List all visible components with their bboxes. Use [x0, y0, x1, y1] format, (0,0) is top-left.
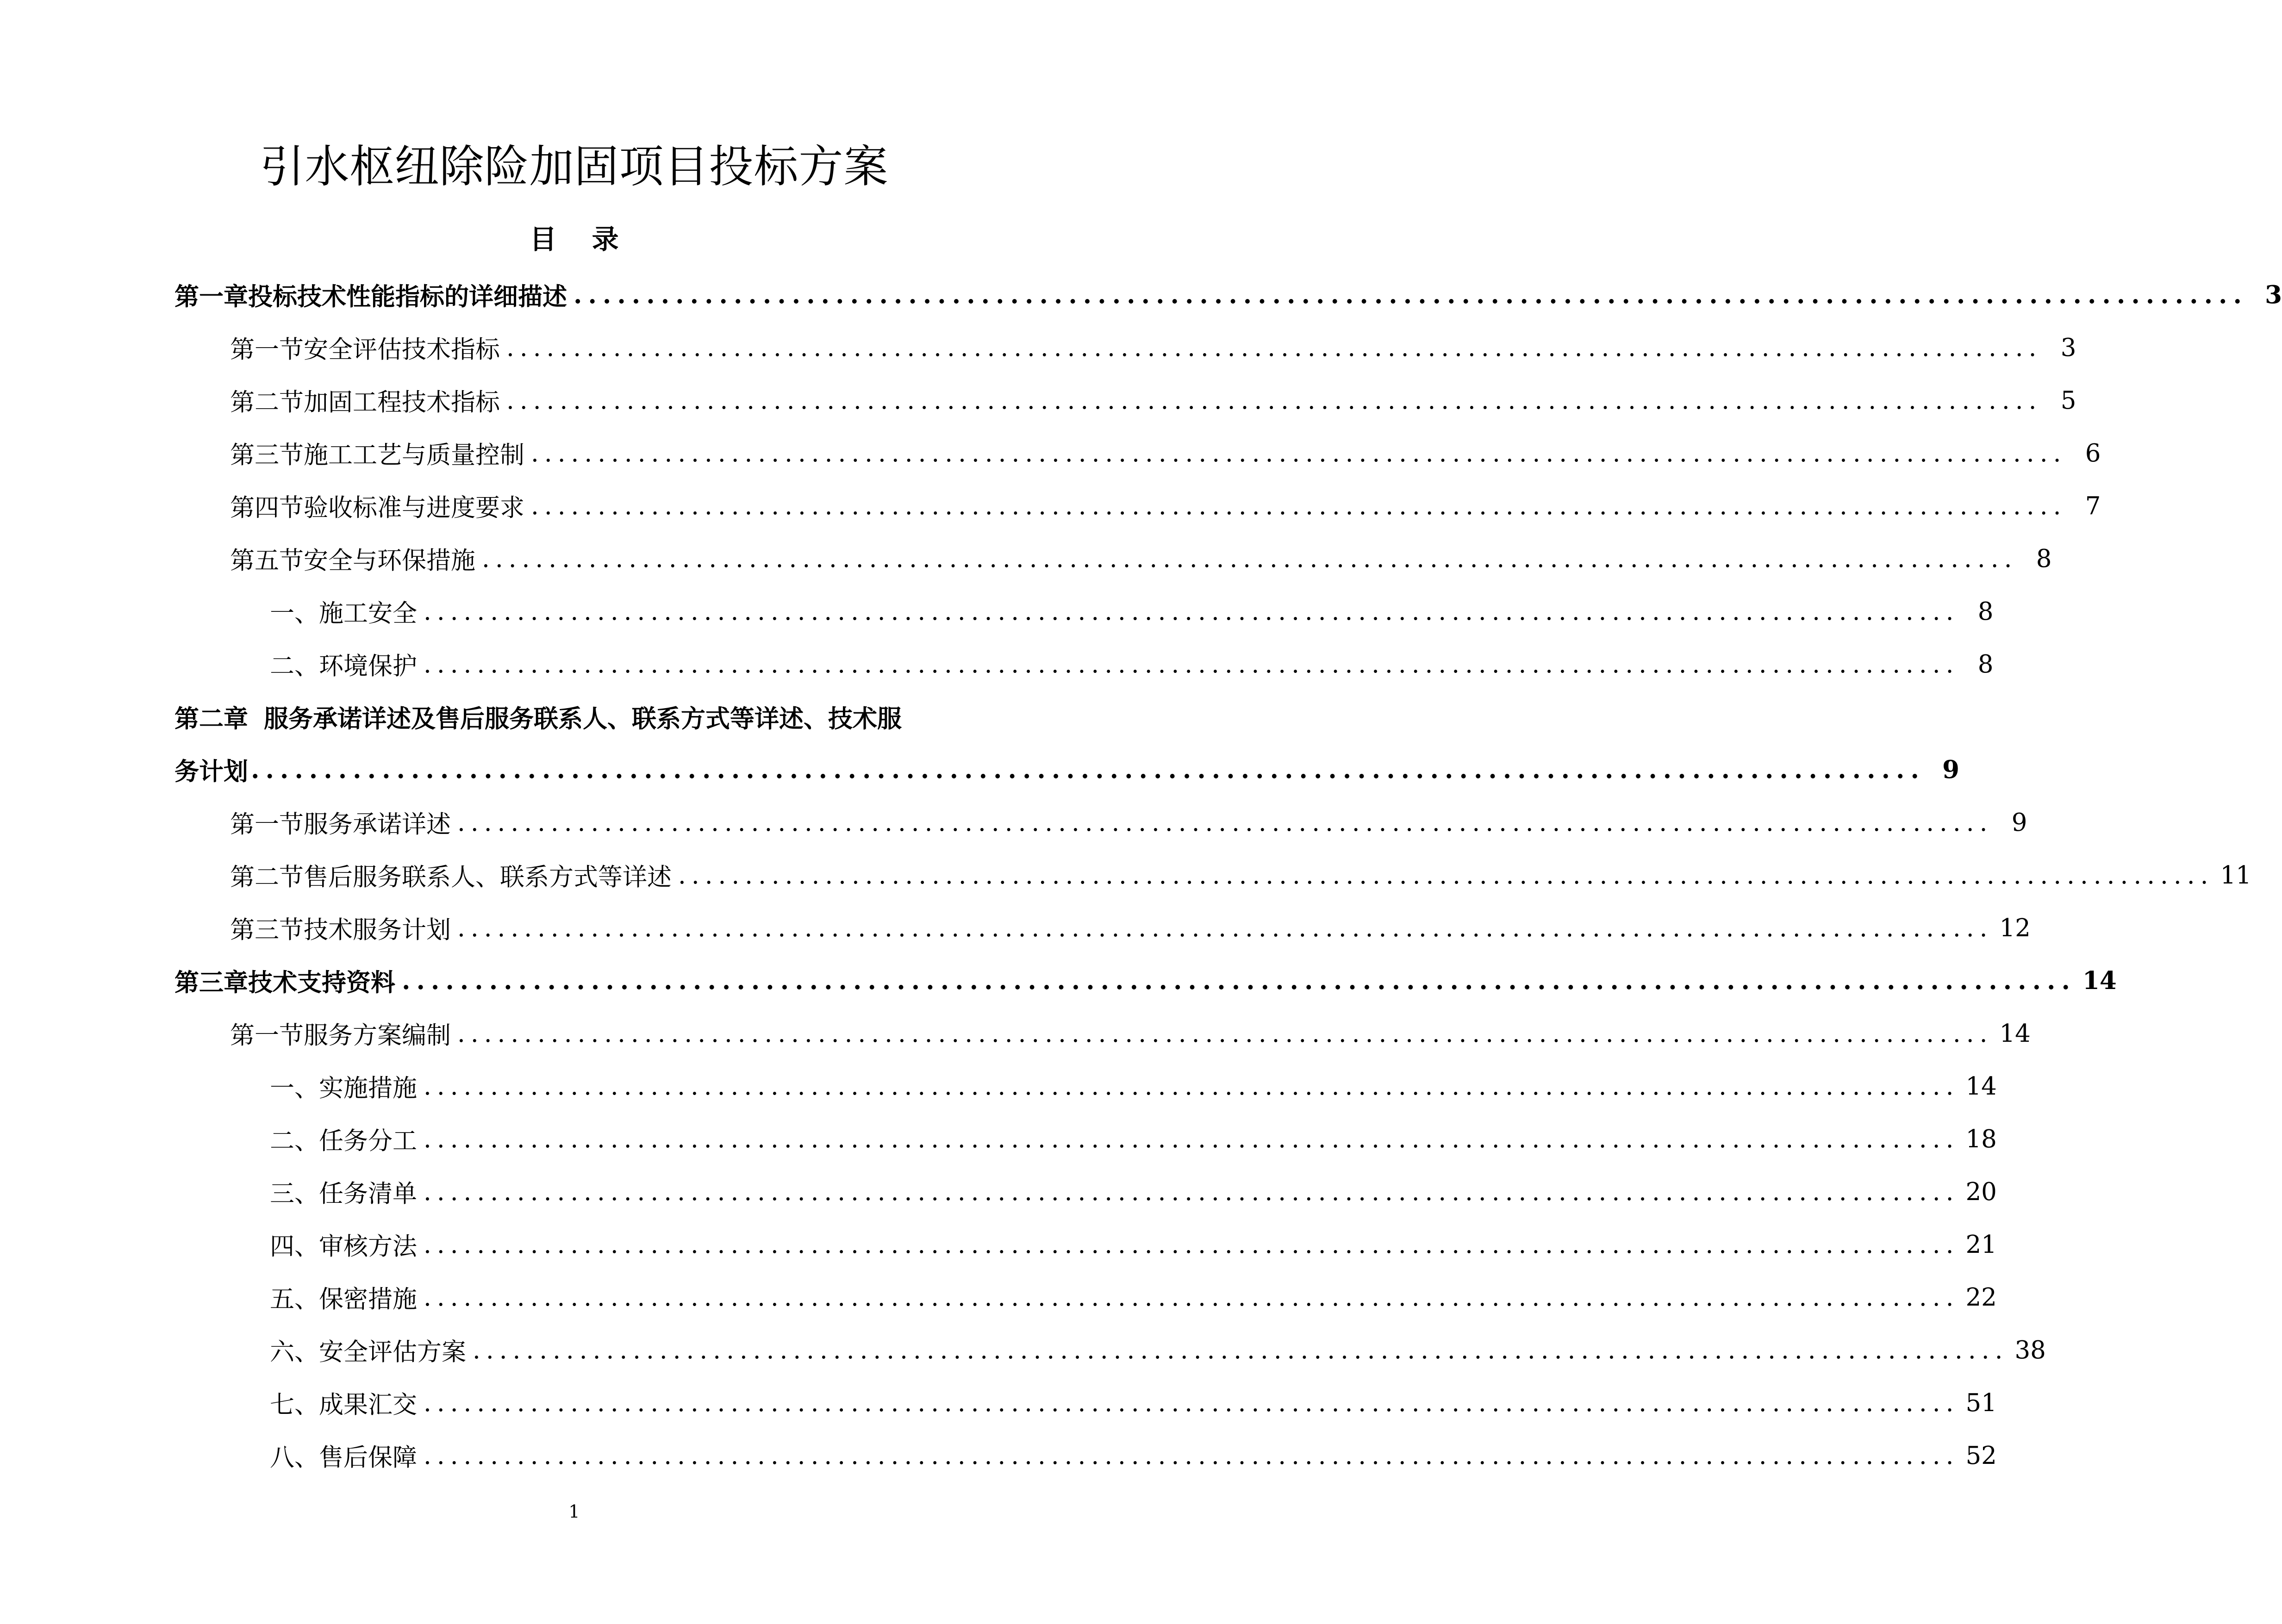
dot-leader: ...................................................................................................................	[678, 861, 2214, 890]
dot-leader: ...................................................................................................................	[402, 966, 2076, 995]
toc-entry-number: 第三节	[230, 441, 304, 469]
toc-entry-title-continued: 务计划	[175, 757, 248, 786]
toc-entry-section[interactable]	[0, 849, 2251, 902]
toc-entry-title: 技术服务计划	[304, 916, 451, 944]
toc-entry-item[interactable]	[0, 1271, 1997, 1324]
toc-entry-page: 3	[2060, 333, 2076, 362]
toc-entry-section[interactable]	[0, 321, 2076, 374]
toc-entry-title: 服务方案编制	[304, 1021, 451, 1050]
toc-entry-page: 12	[1999, 914, 2031, 942]
toc-entry-page: 5	[2060, 386, 2076, 415]
toc-entry-page: 14	[1999, 1019, 2031, 1048]
toc-entry-number: 二、	[270, 652, 319, 680]
toc-entry-title: 验收标准与进度要求	[304, 494, 524, 522]
dot-leader: ...................................................................................................................	[424, 1441, 1959, 1470]
dot-leader: ...................................................................................................................	[482, 544, 2018, 573]
dot-leader: ...................................................................................................................	[424, 1283, 1959, 1312]
toc-entry-page: 21	[1965, 1230, 1997, 1259]
toc-entry-page: 14	[2082, 966, 2117, 995]
toc-entry-item[interactable]	[0, 1165, 1997, 1218]
toc-entry-title: 保密措施	[319, 1285, 417, 1313]
toc-entry-page: 8	[1977, 597, 1994, 626]
toc-entry-title: 投标技术性能指标的详细描述	[248, 282, 567, 311]
toc-entry-title: 技术支持资料	[248, 968, 395, 997]
toc-entry-number: 五、	[270, 1285, 319, 1313]
dot-leader: ...................................................................................................................	[506, 386, 2042, 415]
toc-entry-title: 服务承诺详述及售后服务联系人、联系方式等详述、技术服	[264, 704, 902, 733]
toc-entry-title: 审核方法	[319, 1232, 417, 1261]
page-number: 1	[568, 1501, 580, 1522]
toc-entry-section[interactable]	[0, 1007, 2031, 1060]
toc-entry-number: 八、	[270, 1444, 319, 1472]
toc-entry-section[interactable]	[0, 902, 2031, 954]
dot-leader: ...................................................................................................................	[531, 439, 2067, 467]
toc-entry-number: 六、	[270, 1338, 319, 1366]
toc-entry-title: 服务承诺详述	[304, 810, 451, 839]
toc-entry-page: 8	[1977, 650, 1994, 678]
toc-entry-title: 加固工程技术指标	[304, 388, 500, 417]
toc-entry-section[interactable]	[0, 532, 2052, 585]
toc-entry-chapter-2[interactable]	[0, 691, 1959, 796]
toc-entry-title: 售后服务联系人、联系方式等详述	[304, 863, 672, 891]
toc-entry-number: 第一节	[230, 336, 304, 364]
toc-entry-section[interactable]	[0, 427, 2101, 479]
toc-entry-number: 一、	[270, 599, 319, 628]
toc-entry-item[interactable]	[0, 1218, 1997, 1271]
toc-entry-section[interactable]	[0, 374, 2076, 427]
toc-entry-item[interactable]	[0, 1060, 1997, 1113]
toc-entry-number: 二、	[270, 1127, 319, 1155]
toc-entry-page: 9	[1942, 755, 1959, 784]
dot-leader: ...................................................................................................................	[424, 1177, 1959, 1206]
toc-entry-page: 18	[1965, 1125, 1997, 1153]
dot-leader: ...................................................................................................................	[457, 808, 1993, 837]
toc-entry-item[interactable]	[0, 1429, 1997, 1482]
toc-entry-title: 成果汇交	[319, 1391, 417, 1419]
toc-entry-title: 任务清单	[319, 1180, 417, 1208]
toc-entry-section[interactable]	[0, 796, 2027, 849]
toc-entry-number: 第三节	[230, 916, 304, 944]
toc-entry-page: 14	[1965, 1072, 1997, 1101]
toc-entry-page: 6	[2085, 439, 2101, 467]
toc-entry-page: 9	[2011, 808, 2027, 837]
toc-entry-page: 7	[2085, 492, 2101, 520]
toc-entry-title: 施工安全	[319, 599, 417, 628]
dot-leader: ...................................................................................................................	[506, 333, 2042, 362]
dot-leader: ...................................................................................................................	[424, 1072, 1959, 1101]
toc-entry-number: 第二章	[175, 704, 248, 733]
toc-entry-number: 第五节	[230, 547, 304, 575]
toc-entry-number: 第一节	[230, 810, 304, 839]
toc-entry-number: 第二节	[230, 388, 304, 417]
toc-entry-section[interactable]	[0, 479, 2101, 532]
toc-entry-page: 52	[1965, 1441, 1997, 1470]
toc-entry-number: 第四节	[230, 494, 304, 522]
toc-entry-chapter-3[interactable]	[0, 954, 2117, 1007]
dot-leader: ...................................................................................................................	[424, 1388, 1959, 1417]
toc-entry-chapter-1[interactable]	[0, 268, 2282, 321]
toc-entry-item[interactable]	[0, 1324, 2046, 1376]
toc-entry-page: 38	[2014, 1336, 2046, 1364]
toc-entry-item[interactable]	[0, 1376, 1997, 1429]
dot-leader: ...................................................................................................................	[424, 650, 1959, 678]
toc-entry-number: 第一节	[230, 1021, 304, 1050]
table-of-contents	[0, 268, 2282, 1482]
toc-entry-item[interactable]	[0, 638, 1994, 691]
toc-entry-title: 售后保障	[319, 1444, 417, 1472]
toc-entry-number: 第一章	[175, 282, 248, 311]
toc-entry-item[interactable]	[0, 1113, 1997, 1165]
toc-entry-title: 环境保护	[319, 652, 417, 680]
toc-entry-number: 四、	[270, 1232, 319, 1261]
toc-entry-title: 施工工艺与质量控制	[304, 441, 524, 469]
toc-entry-number: 第二节	[230, 863, 304, 891]
toc-entry-item[interactable]	[0, 585, 1994, 638]
toc-entry-page: 22	[1965, 1283, 1997, 1312]
dot-leader: ...................................................................................................................	[574, 280, 2248, 309]
toc-entry-title: 安全评估技术指标	[304, 336, 500, 364]
toc-entry-page: 51	[1965, 1388, 1997, 1417]
toc-heading: 目 录	[530, 224, 632, 255]
toc-entry-title: 任务分工	[319, 1127, 417, 1155]
dot-leader: ...................................................................................................................	[251, 755, 1925, 784]
dot-leader: ...................................................................................................................	[424, 597, 1959, 626]
document-title: 引水枢纽除险加固项目投标方案	[260, 141, 889, 193]
toc-entry-number: 一、	[270, 1074, 319, 1102]
dot-leader: ...................................................................................................................	[473, 1336, 2008, 1364]
dot-leader: ...................................................................................................................	[424, 1230, 1959, 1259]
toc-entry-page: 3	[2265, 280, 2282, 309]
dot-leader: ...................................................................................................................	[531, 492, 2067, 520]
toc-entry-title: 安全评估方案	[319, 1338, 466, 1366]
toc-entry-page: 11	[2220, 861, 2251, 890]
toc-entry-number: 三、	[270, 1180, 319, 1208]
toc-entry-title: 实施措施	[319, 1074, 417, 1102]
toc-entry-page: 8	[2036, 544, 2052, 573]
toc-entry-title: 安全与环保措施	[304, 547, 475, 575]
dot-leader: ...................................................................................................................	[424, 1125, 1959, 1153]
dot-leader: ...................................................................................................................	[457, 914, 1993, 942]
toc-entry-page: 20	[1965, 1177, 1997, 1206]
toc-entry-number: 七、	[270, 1391, 319, 1419]
toc-entry-number: 第三章	[175, 968, 248, 997]
dot-leader: ...................................................................................................................	[457, 1019, 1993, 1048]
